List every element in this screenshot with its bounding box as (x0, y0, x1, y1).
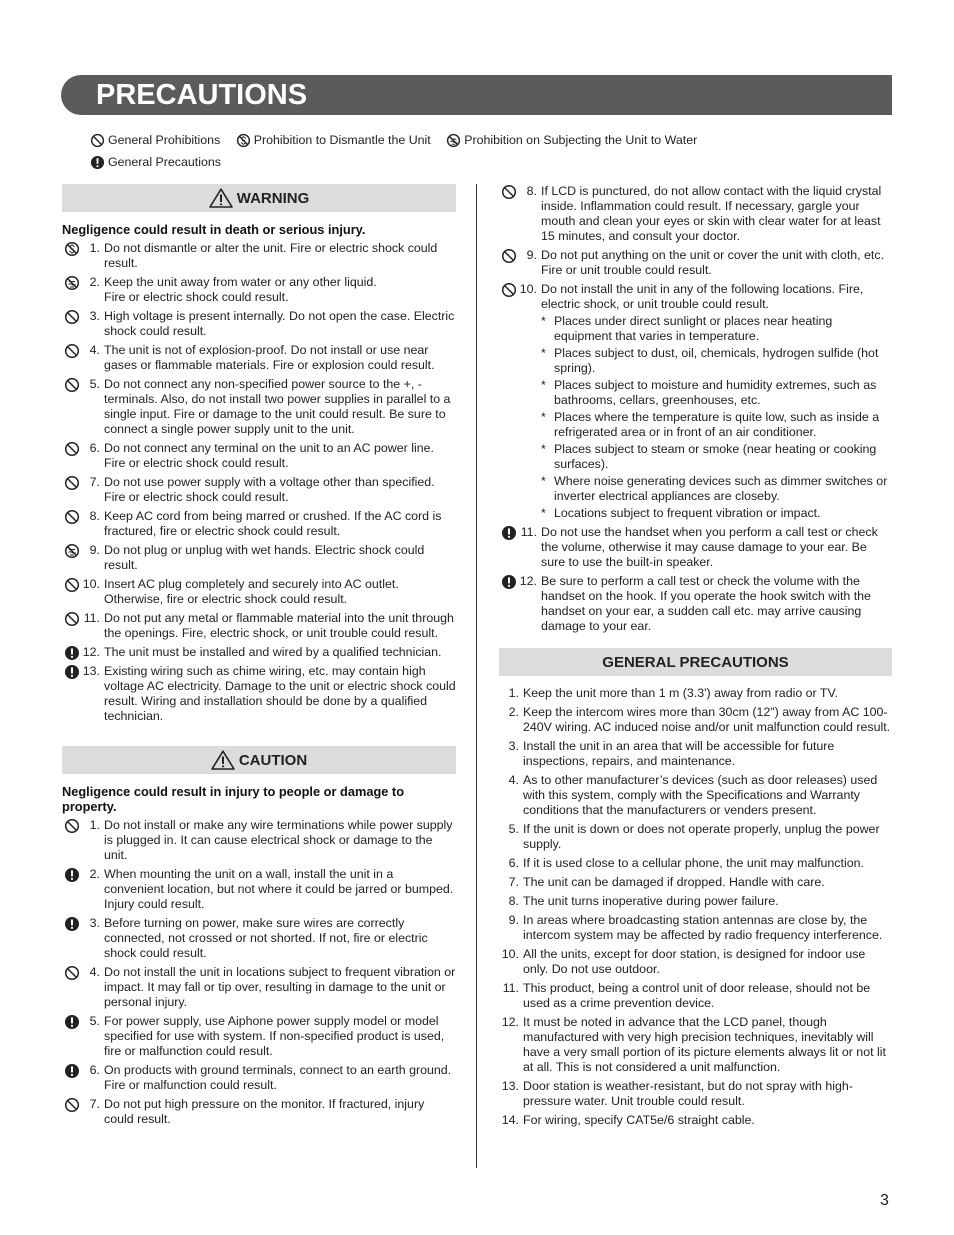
list-item (62, 577, 456, 607)
page-number: 3 (880, 1192, 889, 1209)
bullet-asterisk: * (541, 346, 546, 360)
caution-subtitle: Negligence could result in injury to people or damage to property. (62, 784, 405, 814)
item-number: 10. (82, 577, 100, 591)
legend-general-precautions: General Precautions (90, 154, 221, 170)
water-prohibition-icon (64, 275, 80, 291)
prohibition-icon (64, 577, 80, 593)
sub-list-item (541, 442, 892, 472)
item-text: Install the unit in an area that will be accessible for future inspections, repairs, and maintenance. (523, 739, 835, 768)
prohibition-icon (90, 133, 105, 148)
list-item (499, 574, 892, 634)
item-text: Do not plug or unplug with wet hands. Electric shock could result. (104, 543, 425, 572)
right-column (499, 184, 892, 1132)
item-number: 2. (89, 867, 100, 881)
item-text: As to other manufacturer’s devices (such as door releases) used with this system, comply with the Specifications and Warranty conditions that the manufacturers or venders present. (523, 773, 878, 817)
legend-general-prohibitions: General Prohibitions (90, 132, 220, 148)
sub-list-item (541, 410, 892, 440)
prohibition-icon (64, 1097, 80, 1113)
list-item (62, 275, 456, 305)
item-number: 11. (520, 525, 537, 539)
item-number: 8. (508, 894, 519, 908)
warning-triangle-icon (209, 188, 233, 208)
list-item (499, 875, 892, 890)
prohibition-icon (64, 309, 80, 325)
exclamation-icon (90, 155, 105, 170)
list-item (62, 867, 456, 912)
bullet-asterisk: * (541, 442, 546, 456)
item-number: 11. (83, 611, 100, 625)
legend-prohibition-water: Prohibition on Subjecting the Unit to Water (446, 132, 697, 148)
item-number: 11. (502, 981, 519, 995)
exclamation-icon (64, 867, 80, 883)
item-text: Do not dismantle or alter the unit. Fire or electric shock could result. (104, 241, 438, 270)
list-item (62, 645, 456, 660)
item-number: 10. (501, 947, 519, 961)
list-item (499, 856, 892, 871)
sub-item-text: Places subject to moisture and humidity extremes, such as bathrooms, cellars, greenhouses, etc. (554, 378, 877, 407)
item-number: 5. (89, 1014, 100, 1028)
list-item (499, 1079, 892, 1109)
list-item (499, 248, 892, 278)
sub-item-text: Places under direct sunlight or places near heating equipment that varies in temperature. (554, 314, 833, 343)
sub-item-text: Where noise generating devices such as dimmer switches or inverter electrical appliances are closeby. (554, 474, 888, 503)
item-text: If it is used close to a cellular phone, the unit may malfunction. (523, 856, 864, 870)
list-item (62, 1097, 456, 1127)
item-text: All the units, except for door station, is designed for indoor use only. Do not use outdoor. (523, 947, 866, 976)
exclamation-icon (501, 525, 517, 541)
general-precautions-header: GENERAL PRECAUTIONS (499, 648, 892, 676)
item-number: 5. (508, 822, 519, 836)
item-text: Do not install or make any wire terminations while power supply is plugged in. It can cause electrical shock or damage to the unit. (104, 818, 453, 862)
item-number: 6. (89, 1063, 100, 1077)
list-item (62, 1014, 456, 1059)
list-item (62, 309, 456, 339)
item-text: Do not connect any non-specified power source to the +, - terminals. Also, do not install two power supplies in parallel to a single input. Fire or damage to the unit could result. Be sure to connect a single power supply unit to the unit. (104, 377, 451, 436)
item-text: Keep the unit more than 1 m (3.3') away from radio or TV. (523, 686, 839, 700)
item-number: 9. (89, 543, 100, 557)
item-number: 10. (519, 282, 537, 296)
item-text: Keep AC cord from being marred or crushed. If the AC cord is fractured, fire or electric shock could result. (104, 509, 442, 538)
item-number: 7. (89, 475, 100, 489)
sub-item-text: Places where the temperature is quite low, such as inside a refrigerated area or in front of an air conditioner. (554, 410, 880, 439)
item-text: Do not install the unit in locations subject to frequent vibration or impact. It may fall or tip over, resulting in damage to the unit or personal injury. (104, 965, 456, 1009)
item-number: 1. (508, 686, 519, 700)
item-text: Do not use power supply with a voltage other than specified. Fire or electric shock could result. (104, 475, 435, 504)
bullet-asterisk: * (541, 314, 546, 328)
prohibition-icon (64, 965, 80, 981)
item-number: 8. (89, 509, 100, 523)
dismantle-prohibition-icon (64, 241, 80, 257)
item-text: If LCD is punctured, do not allow contact with the liquid crystal inside. Inflammation could result. If necessary, gargle your mouth and clean your eyes or skin with clear water for at least 15 minutes, and consult your doctor. (541, 184, 882, 243)
caution-header: CAUTION (62, 746, 456, 774)
item-number: 9. (526, 248, 537, 262)
item-number: 12. (501, 1015, 519, 1029)
list-item (499, 525, 892, 570)
list-item (62, 1063, 456, 1093)
bullet-asterisk: * (541, 506, 546, 520)
list-item (499, 705, 892, 735)
list-item (62, 475, 456, 505)
item-text: For wiring, specify CAT5e/6 straight cable. (523, 1113, 755, 1127)
item-text: The unit is not of explosion-proof. Do not install or use near gases or flammable materials. Fire or explosion could result. (104, 343, 435, 372)
list-item (499, 1113, 892, 1128)
item-text: Existing wiring such as chime wiring, etc. may contain high voltage AC electricity. Damage to the unit or electric shock could result. Wiring and installation should be done by a qualified technician. (104, 664, 456, 723)
item-number: 7. (508, 875, 519, 889)
list-item (62, 664, 456, 724)
sub-item-text: Locations subject to frequent vibration or impact. (554, 506, 821, 520)
general-precautions-list (499, 686, 892, 1128)
list-item (499, 739, 892, 769)
item-text: If the unit is down or does not operate properly, unplug the power supply. (523, 822, 880, 851)
exclamation-icon (64, 916, 80, 932)
water-prohibition-icon (446, 133, 461, 148)
sub-list-item (541, 346, 892, 376)
item-number: 3. (508, 739, 519, 753)
item-number: 1. (89, 241, 100, 255)
item-number: 12. (519, 574, 537, 588)
list-item (499, 1015, 892, 1075)
page-title: PRECAUTIONS (96, 79, 308, 111)
item-text: On products with ground terminals, connect to an earth ground. Fire or malfunction could result. (104, 1063, 452, 1092)
item-text: Be sure to perform a call test or check the volume with the handset on the hook. If you operate the hook switch with the handset on your ear, a sudden call etc. may arrive causing damage to your ear. (541, 574, 871, 633)
exclamation-icon (501, 574, 517, 590)
item-text: Do not put any metal or flammable material into the unit through the openings. Fire, electric shock, or unit trouble could result. (104, 611, 454, 640)
item-text: For power supply, use Aiphone power supply model or model specified for use with system. If non-specified product is used, fire or malfunction could result. (104, 1014, 445, 1058)
list-item (62, 916, 456, 961)
left-column (62, 184, 456, 1131)
item-text: Insert AC plug completely and securely into AC outlet. Otherwise, fire or electric shock could result. (104, 577, 399, 606)
prohibition-icon (64, 818, 80, 834)
item-number: 4. (89, 343, 100, 357)
item-text: In areas where broadcasting station antennas are close by, the intercom system may be affected by radio frequency interference. (523, 913, 883, 942)
sub-list (541, 314, 892, 521)
list-item (62, 818, 456, 863)
list-item (62, 441, 456, 471)
sub-item-text: Places subject to dust, oil, chemicals, hydrogen sulfide (hot spring). (554, 346, 879, 375)
prohibition-icon (64, 509, 80, 525)
exclamation-icon (64, 1014, 80, 1030)
list-item (499, 894, 892, 909)
item-text: Do not put anything on the unit or cover the unit with cloth, etc. Fire or unit trouble could result. (541, 248, 885, 277)
warning-list (62, 241, 456, 724)
bullet-asterisk: * (541, 474, 546, 488)
exclamation-icon (64, 645, 80, 661)
item-number: 6. (508, 856, 519, 870)
item-number: 6. (89, 441, 100, 455)
item-text: Do not put high pressure on the monitor. If fractured, injury could result. (104, 1097, 425, 1126)
item-text: Do not install the unit in any of the following locations. Fire, electric shock, or unit trouble could result. (541, 282, 864, 311)
sub-list-item (541, 378, 892, 408)
list-item (499, 686, 892, 701)
list-item (62, 543, 456, 573)
legend-prohibition-dismantle: Prohibition to Dismantle the Unit (236, 132, 431, 148)
item-text: The unit can be damaged if dropped. Handle with care. (523, 875, 825, 889)
icon-legend (90, 132, 709, 152)
item-number: 14. (501, 1113, 519, 1127)
item-number: 8. (526, 184, 537, 198)
list-item (62, 965, 456, 1010)
item-number: 4. (508, 773, 519, 787)
bullet-asterisk: * (541, 378, 546, 392)
item-text: High voltage is present internally. Do not open the case. Electric shock could result. (104, 309, 455, 338)
bullet-asterisk: * (541, 410, 546, 424)
caution-triangle-icon (211, 750, 235, 770)
item-number: 3. (89, 309, 100, 323)
caution-list (62, 818, 456, 1127)
item-number: 13. (82, 664, 100, 678)
item-number: 13. (501, 1079, 519, 1093)
sub-list-item (541, 314, 892, 344)
sub-list-item (541, 474, 892, 504)
list-item (499, 773, 892, 818)
water-prohibition-icon (64, 543, 80, 559)
item-number: 5. (89, 377, 100, 391)
item-text: Keep the intercom wires more than 30cm (12") away from AC 100-240V wiring. AC induced noise and/or unit malfunction could result. (523, 705, 891, 734)
page-banner (61, 75, 892, 115)
item-text: When mounting the unit on a wall, install the unit in a convenient location, but not where it could be jarred or bumped. Injury could result. (104, 867, 454, 911)
dismantle-prohibition-icon (236, 133, 251, 148)
prohibition-icon (501, 248, 517, 264)
prohibition-icon (501, 282, 517, 298)
prohibition-icon (64, 475, 80, 491)
warning-subtitle: Negligence could result in death or serious injury. (62, 222, 366, 237)
item-text: The unit must be installed and wired by a qualified technician. (104, 645, 442, 659)
item-number: 2. (89, 275, 100, 289)
list-item (62, 509, 456, 539)
prohibition-icon (501, 184, 517, 200)
item-text: Keep the unit away from water or any other liquid. Fire or electric shock could result. (104, 275, 377, 304)
item-text: This product, being a control unit of door release, should not be used as a crime prevention device. (523, 981, 871, 1010)
exclamation-icon (64, 664, 80, 680)
list-item (62, 343, 456, 373)
item-number: 1. (89, 818, 100, 832)
item-number: 2. (508, 705, 519, 719)
item-number: 7. (89, 1097, 100, 1111)
list-item (499, 913, 892, 943)
list-item (499, 282, 892, 521)
icon-legend-row2 (90, 154, 233, 174)
item-number: 3. (89, 916, 100, 930)
list-item (499, 981, 892, 1011)
list-item (62, 377, 456, 437)
list-item (499, 947, 892, 977)
column-divider (476, 184, 477, 1168)
warning-header: WARNING (62, 184, 456, 212)
list-item (499, 822, 892, 852)
item-text: Do not connect any terminal on the unit to an AC power line. Fire or electric shock could result. (104, 441, 434, 470)
item-text: It must be noted in advance that the LCD panel, though manufactured with very high precision techniques, inevitably will have a very small portion of its picture elements always lit or not lit at all. This is not considered a unit malfunction. (523, 1015, 886, 1074)
item-text: Before turning on power, make sure wires are correctly connected, not crossed or not shorted. If not, fire or electric shock could result. (104, 916, 428, 960)
item-text: Door station is weather-resistant, but do not spray with high-pressure water. Unit trouble could result. (523, 1079, 853, 1108)
sub-list-item (541, 506, 892, 521)
item-number: 4. (89, 965, 100, 979)
list-item (62, 611, 456, 641)
exclamation-icon (64, 1063, 80, 1079)
list-item (62, 241, 456, 271)
sub-item-text: Places subject to steam or smoke (near heating or cooking surfaces). (554, 442, 877, 471)
prohibition-icon (64, 611, 80, 627)
warning-continued-list (499, 184, 892, 634)
item-text: The unit turns inoperative during power failure. (523, 894, 779, 908)
prohibition-icon (64, 343, 80, 359)
item-number: 9. (508, 913, 519, 927)
item-text: Do not use the handset when you perform a call test or check the volume, otherwise it may cause damage to your ear. Be sure to use the built-in speaker. (541, 525, 878, 569)
item-number: 12. (82, 645, 100, 659)
prohibition-icon (64, 441, 80, 457)
list-item (499, 184, 892, 244)
prohibition-icon (64, 377, 80, 393)
